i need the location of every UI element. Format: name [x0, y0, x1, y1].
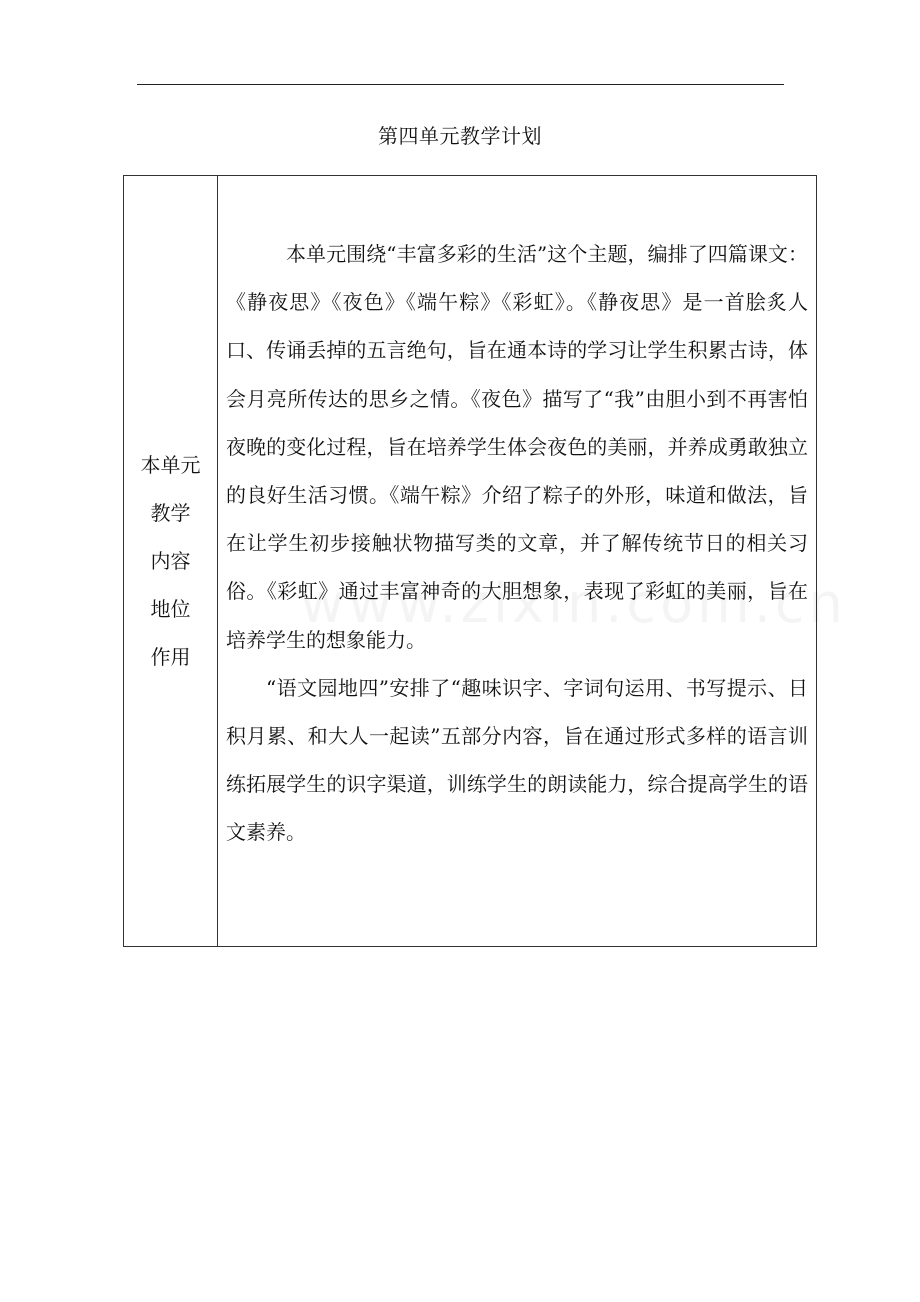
row-label-line: 内容 [150, 549, 191, 573]
row-label-line: 教学 [150, 501, 191, 525]
content-paragraph: “语文园地四”安排了“趣味识字、字词句运用、书写提示、日积月累、和大人一起读”五部分内容，旨在通过形式多样的语言训练拓展学生的识字渠道，训练学生的朗读能力，综合提高学生的语文素养。 [226, 675, 808, 845]
row-label-line: 作用 [150, 645, 191, 669]
document-title: 第四单元教学计划 [378, 124, 542, 148]
content-cell [218, 176, 816, 946]
row-label-line: 地位 [150, 597, 191, 621]
row-label [141, 441, 201, 681]
header-rule [137, 84, 784, 85]
content-paragraph: 本单元围绕“丰富多彩的生活”这个主题，编排了四篇课文：《静夜思》《夜色》《端午粽》《彩虹》。《静夜思》是一首脍炙人口、传诵丢掉的五言绝句，旨在通本诗的学习让学生积累古诗，体会月亮所传达的思乡之情。《夜色》描写了“我”由胆小到不再害怕夜晚的变化过程，旨在培养学生体会夜色的美丽，并养成勇敢独立的良好生活习惯。《端午粽》介绍了粽子的外形，味道和做法，旨在让学生初步接触状物描写类的文章，并了解传统节日的相关习俗。《彩虹》通过丰富神奇的大胆想象，表现了彩虹的美丽，旨在培养学生的想象能力。 [226, 242, 808, 652]
row-label-cell [124, 176, 218, 946]
row-label-line: 本单元 [140, 453, 201, 477]
teaching-plan-table [123, 175, 817, 947]
